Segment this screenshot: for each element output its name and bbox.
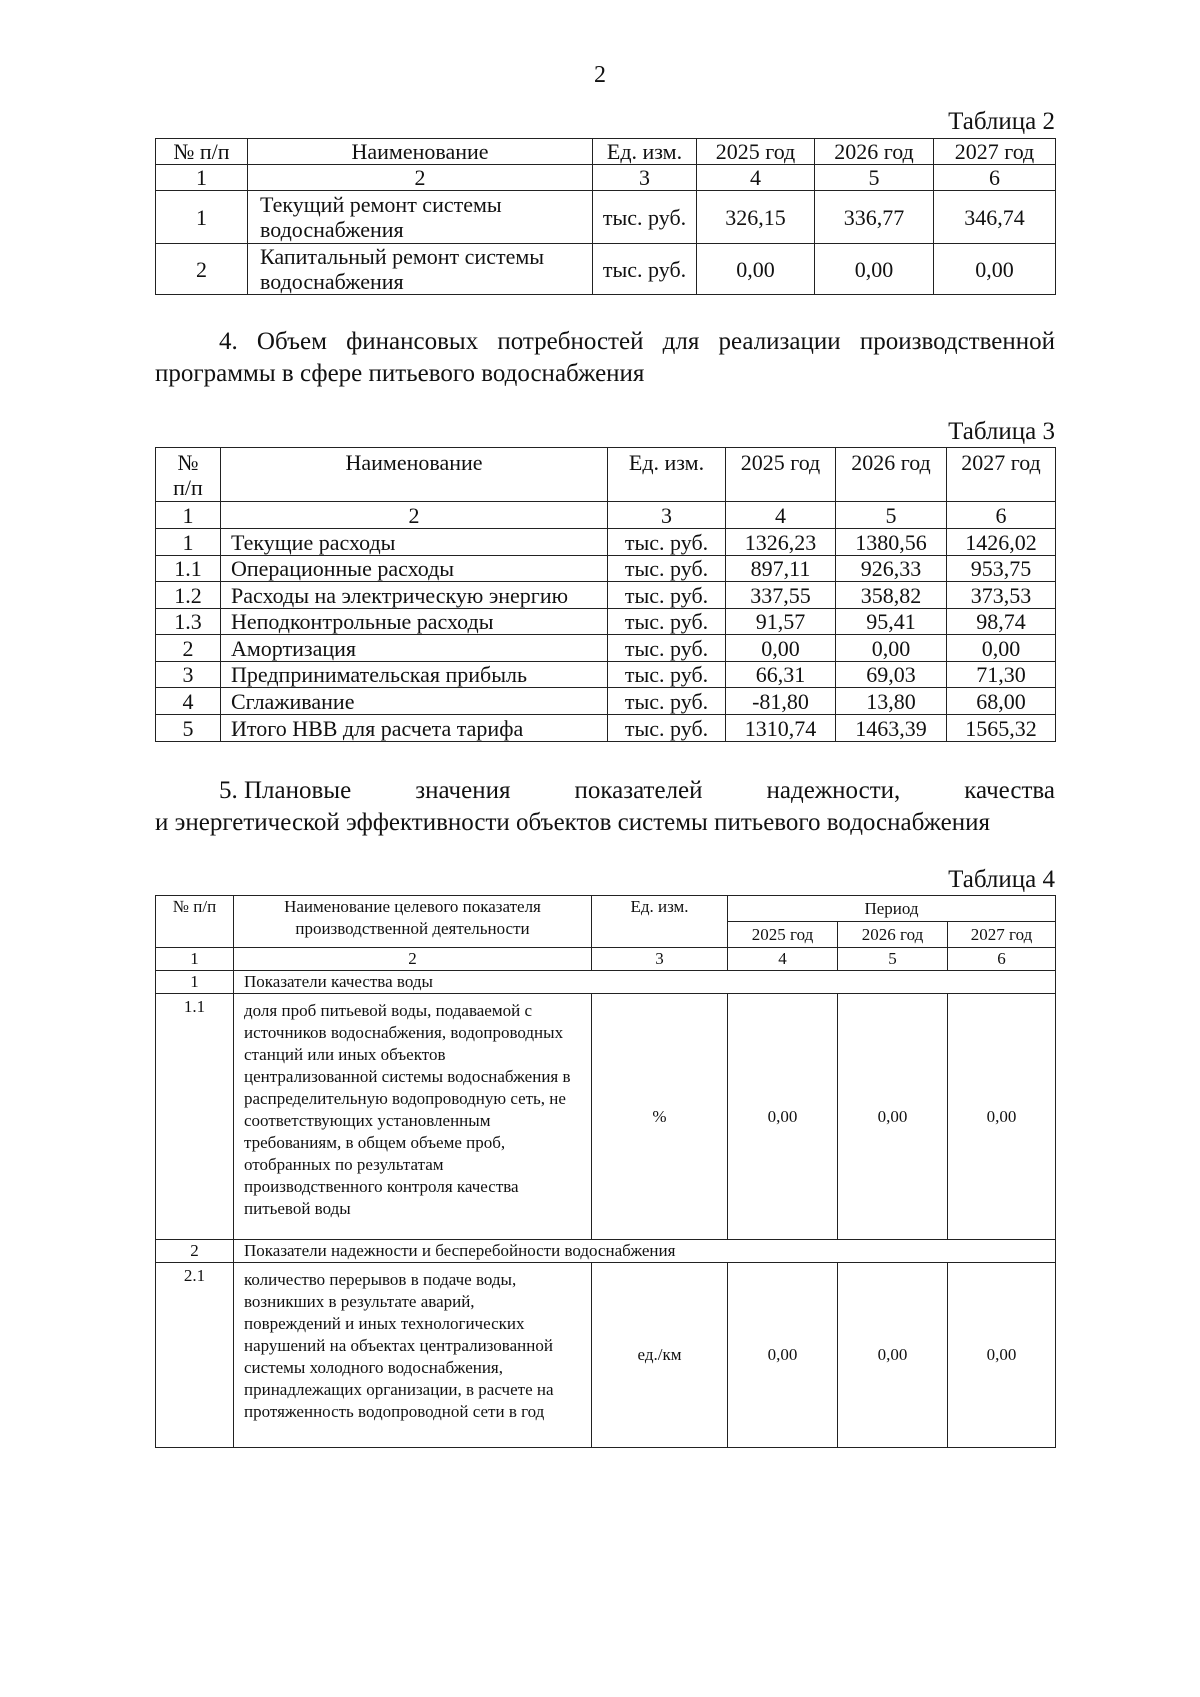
section-4-heading: [155, 326, 1055, 390]
row-unit: тыс. руб.: [593, 244, 697, 295]
col-number: 5: [836, 502, 947, 529]
header-num: № п/п: [156, 448, 221, 502]
header-num: № п/п: [156, 896, 234, 948]
header-unit: Ед. изм.: [593, 139, 697, 165]
row-unit: тыс. руб.: [608, 688, 726, 715]
header-name: Наименование: [248, 139, 593, 165]
col-number: 2: [221, 502, 608, 529]
group-title: Показатели надежности и бесперебойности водоснабжения: [234, 1240, 1056, 1263]
row-unit: тыс. руб.: [608, 609, 726, 635]
row-value-2026: 0,00: [838, 1263, 948, 1448]
col-number: 5: [815, 165, 934, 191]
row-unit: тыс. руб.: [593, 191, 697, 244]
row-unit: ед./км: [592, 1263, 728, 1448]
section-5-word: качества: [964, 777, 1055, 804]
group-row: [156, 971, 1056, 994]
row-name: Текущие расходы: [221, 529, 608, 556]
table-row: [156, 688, 1056, 715]
table-3-caption: Таблица 3: [948, 418, 1055, 445]
table-row: [156, 529, 1056, 556]
header-2025: 2025 год: [697, 139, 815, 165]
col-number: 6: [948, 948, 1056, 971]
row-value-2026: 0,00: [838, 994, 948, 1240]
section-4-title: Объем финансовых потребностей для реализации производственной программы в сфере питьевого водоснабжения: [155, 328, 1055, 387]
row-value-2025: 1310,74: [726, 715, 836, 742]
row-name: Амортизация: [221, 635, 608, 662]
row-value-2026: 13,80: [836, 688, 947, 715]
row-num: 1.3: [156, 609, 221, 635]
row-num: 2: [156, 244, 248, 295]
row-unit: тыс. руб.: [608, 582, 726, 609]
row-num: 4: [156, 688, 221, 715]
row-value-2027: 0,00: [934, 244, 1056, 295]
col-number: 3: [593, 165, 697, 191]
table-4: [155, 895, 1056, 1448]
row-num: 3: [156, 662, 221, 688]
header-2027: 2027 год: [934, 139, 1056, 165]
col-number: 4: [726, 502, 836, 529]
row-value-2025: 0,00: [726, 635, 836, 662]
header-2026: 2026 год: [838, 922, 948, 948]
row-name: Неподконтрольные расходы: [221, 609, 608, 635]
header-unit: Ед. изм.: [608, 448, 726, 502]
col-number: 1: [156, 502, 221, 529]
row-num: 1: [156, 191, 248, 244]
row-name: количество перерывов в подаче воды, возникших в результате аварий, повреждений и иных технологических нарушений на объектах централизованной системы холодного водоснабжения, принадлежащих организации, в расчете на протяженность водопроводной сети в год: [234, 1263, 592, 1448]
section-5-word: надежности,: [766, 777, 901, 804]
row-name: Сглаживание: [221, 688, 608, 715]
section-5-word: показателей: [574, 777, 703, 804]
group-num: 2: [156, 1240, 234, 1263]
row-unit: тыс. руб.: [608, 556, 726, 582]
row-num: 2: [156, 635, 221, 662]
table-row: [156, 715, 1056, 742]
row-value-2027: 98,74: [947, 609, 1056, 635]
row-num: 2.1: [156, 1263, 234, 1448]
row-value-2026: 1380,56: [836, 529, 947, 556]
row-value-2026: 358,82: [836, 582, 947, 609]
header-name: Наименование целевого показателя производственной деятельности: [234, 896, 592, 948]
header-unit: Ед. изм.: [592, 896, 728, 948]
row-name: Расходы на электрическую энергию: [221, 582, 608, 609]
col-number: 3: [608, 502, 726, 529]
row-value-2027: 953,75: [947, 556, 1056, 582]
header-period: Период: [728, 896, 1056, 922]
row-num: 1.1: [156, 556, 221, 582]
row-value-2025: 0,00: [728, 994, 838, 1240]
row-value-2025: -81,80: [726, 688, 836, 715]
row-unit: тыс. руб.: [608, 715, 726, 742]
table-row: [156, 635, 1056, 662]
col-number: 4: [697, 165, 815, 191]
header-num: № п/п: [156, 139, 248, 165]
row-unit: тыс. руб.: [608, 529, 726, 556]
section-5-line2: и энергетической эффективности объектов системы питьевого водоснабжения: [155, 809, 991, 836]
row-value-2027: 1565,32: [947, 715, 1056, 742]
row-name: Операционные расходы: [221, 556, 608, 582]
row-name: Капитальный ремонт системы водоснабжения: [248, 244, 593, 295]
table-row: [156, 582, 1056, 609]
row-num: 5: [156, 715, 221, 742]
table-row: [156, 556, 1056, 582]
row-value-2027: 71,30: [947, 662, 1056, 688]
row-value-2025: 91,57: [726, 609, 836, 635]
row-value-2026: 336,77: [815, 191, 934, 244]
table-2: [155, 138, 1056, 295]
row-value-2027: 1426,02: [947, 529, 1056, 556]
section-5-number: 5.: [219, 777, 238, 804]
header-2025: 2025 год: [726, 448, 836, 502]
section-5-heading: [155, 775, 1055, 839]
col-number: 6: [947, 502, 1056, 529]
table-row: [156, 244, 1056, 295]
row-value-2026: 69,03: [836, 662, 947, 688]
col-number: 5: [838, 948, 948, 971]
table-row: [156, 994, 1056, 1240]
header-2027: 2027 год: [947, 448, 1056, 502]
row-value-2027: 0,00: [947, 635, 1056, 662]
header-2025: 2025 год: [728, 922, 838, 948]
row-num: 1.1: [156, 994, 234, 1240]
col-number: 2: [234, 948, 592, 971]
row-unit: тыс. руб.: [608, 635, 726, 662]
row-unit: %: [592, 994, 728, 1240]
col-number: 1: [156, 165, 248, 191]
row-value-2025: 66,31: [726, 662, 836, 688]
group-row: [156, 1240, 1056, 1263]
header-2026: 2026 год: [815, 139, 934, 165]
page-number: 2: [594, 62, 606, 88]
row-value-2027: 0,00: [948, 994, 1056, 1240]
table-2-caption: Таблица 2: [948, 108, 1055, 135]
row-value-2025: 0,00: [697, 244, 815, 295]
col-number: 4: [728, 948, 838, 971]
row-name: Текущий ремонт системы водоснабжения: [248, 191, 593, 244]
table-4-caption: Таблица 4: [948, 866, 1055, 893]
row-value-2027: 68,00: [947, 688, 1056, 715]
col-number: 2: [248, 165, 593, 191]
row-value-2026: 0,00: [836, 635, 947, 662]
col-number: 6: [934, 165, 1056, 191]
row-value-2026: 95,41: [836, 609, 947, 635]
row-name: Итого НВВ для расчета тарифа: [221, 715, 608, 742]
table-row: [156, 191, 1056, 244]
row-value-2025: 337,55: [726, 582, 836, 609]
table-row: [156, 1263, 1056, 1448]
row-num: 1.2: [156, 582, 221, 609]
col-number: 1: [156, 948, 234, 971]
table-row: [156, 609, 1056, 635]
table-row: [156, 662, 1056, 688]
section-5-word: Плановые: [244, 777, 352, 804]
row-value-2027: 373,53: [947, 582, 1056, 609]
row-value-2026: 0,00: [815, 244, 934, 295]
header-2026: 2026 год: [836, 448, 947, 502]
section-4-number: 4.: [219, 328, 238, 355]
row-value-2027: 0,00: [948, 1263, 1056, 1448]
row-value-2026: 1463,39: [836, 715, 947, 742]
row-value-2025: 326,15: [697, 191, 815, 244]
table-3: [155, 447, 1056, 742]
group-title: Показатели качества воды: [234, 971, 1056, 994]
row-unit: тыс. руб.: [608, 662, 726, 688]
row-value-2025: 897,11: [726, 556, 836, 582]
group-num: 1: [156, 971, 234, 994]
col-number: 3: [592, 948, 728, 971]
section-5-word: значения: [415, 777, 511, 804]
row-num: 1: [156, 529, 221, 556]
row-value-2025: 1326,23: [726, 529, 836, 556]
row-value-2025: 0,00: [728, 1263, 838, 1448]
header-name: Наименование: [221, 448, 608, 502]
row-name: доля проб питьевой воды, подаваемой с источников водоснабжения, водопроводных станций или иных объектов централизованной системы водоснабжения в распределительную водопроводную сеть, не соответствующих установленным требованиям, в общем объеме проб, отобранных по результатам производственного контроля качества питьевой воды: [234, 994, 592, 1240]
row-value-2027: 346,74: [934, 191, 1056, 244]
row-name: Предпринимательская прибыль: [221, 662, 608, 688]
row-value-2026: 926,33: [836, 556, 947, 582]
header-2027: 2027 год: [948, 922, 1056, 948]
